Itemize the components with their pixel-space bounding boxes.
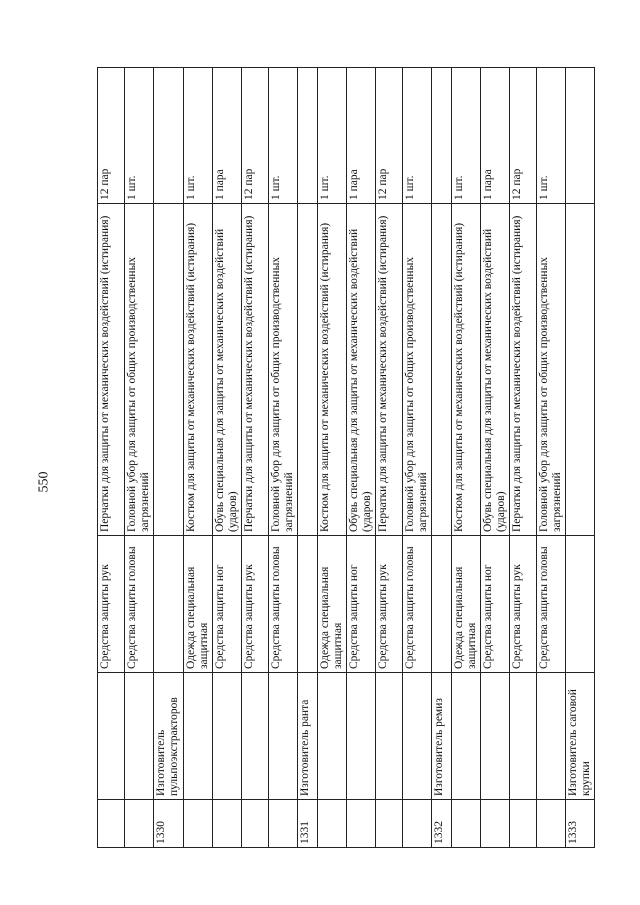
cell-profession: Изготовитель ранта	[298, 673, 318, 800]
cell-quantity: 1 шт.	[269, 68, 298, 204]
table-row	[154, 68, 184, 848]
cell-category	[154, 536, 184, 673]
cell-profession	[213, 673, 242, 800]
cell-item: Головной убор для защиты от общих производственных загрязнений	[269, 204, 298, 536]
table-row	[510, 68, 537, 848]
cell-quantity: 12 пар	[242, 68, 269, 204]
cell-number: 1331	[298, 800, 318, 848]
cell-profession	[125, 673, 154, 800]
cell-item: Обувь специальная для защиты от механических воздействий (ударов)	[347, 204, 376, 536]
cell-profession	[98, 673, 125, 800]
cell-number: 1332	[432, 800, 452, 848]
cell-profession: Изготовитель пульпоэкстракторов	[154, 673, 184, 800]
cell-quantity	[566, 68, 595, 204]
cell-quantity: 12 пар	[376, 68, 403, 204]
cell-quantity: 1 шт.	[184, 68, 213, 204]
cell-profession	[403, 673, 432, 800]
table-row	[452, 68, 481, 848]
cell-quantity: 1 пара	[481, 68, 510, 204]
table-row	[184, 68, 213, 848]
table-row	[298, 68, 318, 848]
cell-category: Средства защиты рук	[376, 536, 403, 673]
cell-profession	[318, 673, 347, 800]
cell-number	[452, 800, 481, 848]
cell-item: Костюм для защиты от механических воздействий (истирания)	[318, 204, 347, 536]
cell-number: 1333	[566, 800, 595, 848]
cell-number	[213, 800, 242, 848]
cell-item: Головной убор для защиты от общих производственных загрязнений	[125, 204, 154, 536]
cell-category: Средства защиты головы	[269, 536, 298, 673]
cell-profession	[452, 673, 481, 800]
table-row	[403, 68, 432, 848]
cell-category	[432, 536, 452, 673]
cell-category: Средства защиты рук	[242, 536, 269, 673]
cell-number: 1330	[154, 800, 184, 848]
cell-category: Одежда специальная защитная	[318, 536, 347, 673]
cell-quantity: 12 пар	[510, 68, 537, 204]
table-row	[566, 68, 595, 848]
cell-category: Средства защиты головы	[125, 536, 154, 673]
cell-quantity	[298, 68, 318, 204]
ppe-table	[97, 67, 595, 848]
cell-category: Средства защиты рук	[510, 536, 537, 673]
cell-quantity: 1 пара	[213, 68, 242, 204]
cell-item	[566, 204, 595, 536]
table-row	[432, 68, 452, 848]
cell-category: Средства защиты головы	[537, 536, 566, 673]
table-row	[376, 68, 403, 848]
page-number-text: 550	[36, 471, 51, 493]
cell-item	[154, 204, 184, 536]
cell-item	[298, 204, 318, 536]
cell-profession	[347, 673, 376, 800]
cell-item: Перчатки для защиты от механических воздействий (истирания)	[98, 204, 125, 536]
table-stage	[97, 68, 592, 848]
cell-number	[184, 800, 213, 848]
cell-quantity: 1 шт.	[318, 68, 347, 204]
cell-profession	[242, 673, 269, 800]
cell-item: Головной убор для защиты от общих производственных загрязнений	[403, 204, 432, 536]
cell-item: Перчатки для защиты от механических воздействий (истирания)	[376, 204, 403, 536]
table-row	[537, 68, 566, 848]
table-row	[269, 68, 298, 848]
cell-number	[347, 800, 376, 848]
cell-category: Средства защиты рук	[98, 536, 125, 673]
cell-number	[537, 800, 566, 848]
cell-quantity: 1 шт.	[537, 68, 566, 204]
page-number	[30, 468, 58, 496]
cell-item: Головной убор для защиты от общих производственных загрязнений	[537, 204, 566, 536]
cell-profession	[481, 673, 510, 800]
cell-item: Перчатки для защиты от механических воздействий (истирания)	[510, 204, 537, 536]
cell-item: Обувь специальная для защиты от механических воздействий (ударов)	[213, 204, 242, 536]
cell-number	[510, 800, 537, 848]
cell-category: Средства защиты ног	[481, 536, 510, 673]
cell-category: Средства защиты головы	[403, 536, 432, 673]
cell-number	[403, 800, 432, 848]
cell-quantity	[432, 68, 452, 204]
cell-number	[376, 800, 403, 848]
cell-item: Перчатки для защиты от механических воздействий (истирания)	[242, 204, 269, 536]
cell-quantity: 1 пара	[347, 68, 376, 204]
cell-number	[125, 800, 154, 848]
cell-profession	[510, 673, 537, 800]
cell-quantity: 1 шт.	[452, 68, 481, 204]
cell-number	[481, 800, 510, 848]
cell-number	[318, 800, 347, 848]
cell-profession	[184, 673, 213, 800]
table-row	[481, 68, 510, 848]
table-row	[213, 68, 242, 848]
cell-profession: Изготовитель саговой крупки	[566, 673, 595, 800]
cell-number	[269, 800, 298, 848]
cell-category: Средства защиты ног	[347, 536, 376, 673]
cell-profession	[376, 673, 403, 800]
cell-item: Обувь специальная для защиты от механических воздействий (ударов)	[481, 204, 510, 536]
cell-category	[298, 536, 318, 673]
table-row	[318, 68, 347, 848]
cell-quantity: 1 шт.	[403, 68, 432, 204]
cell-number	[242, 800, 269, 848]
table-row	[98, 68, 125, 848]
cell-profession: Изготовитель ремиз	[432, 673, 452, 800]
cell-item: Костюм для защиты от механических воздействий (истирания)	[452, 204, 481, 536]
cell-item: Костюм для защиты от механических воздействий (истирания)	[184, 204, 213, 536]
cell-quantity: 12 пар	[98, 68, 125, 204]
cell-profession	[269, 673, 298, 800]
table-row	[125, 68, 154, 848]
cell-category: Одежда специальная защитная	[184, 536, 213, 673]
table-row	[242, 68, 269, 848]
cell-number	[98, 800, 125, 848]
cell-category: Средства защиты ног	[213, 536, 242, 673]
cell-item	[432, 204, 452, 536]
cell-category	[566, 536, 595, 673]
cell-quantity	[154, 68, 184, 204]
cell-category: Одежда специальная защитная	[452, 536, 481, 673]
cell-profession	[537, 673, 566, 800]
table-row	[347, 68, 376, 848]
cell-quantity: 1 шт.	[125, 68, 154, 204]
